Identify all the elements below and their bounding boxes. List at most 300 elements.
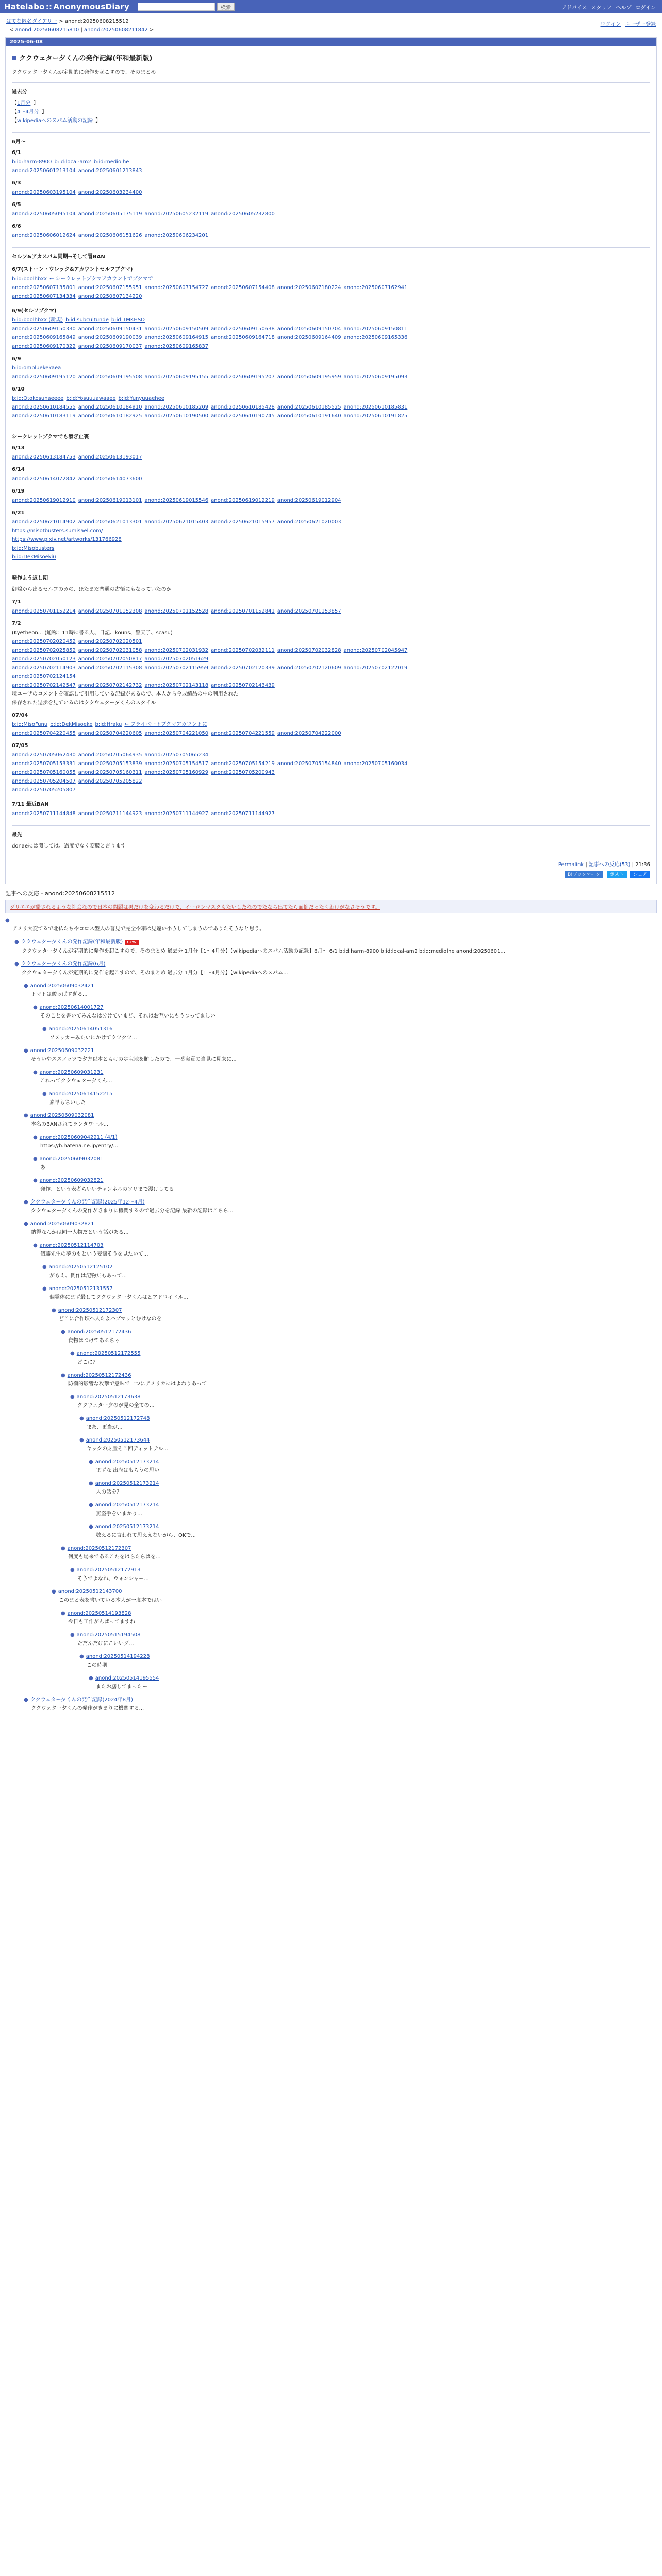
entry-link[interactable]: anond:20250705153839 [78,761,142,767]
article-title[interactable]: ククウェター夕くんの発作記録(年和最新版) [12,53,650,62]
bullet-icon: ● [24,1113,28,1118]
bullet-icon: ● [42,1026,47,1032]
entry-link[interactable]: anond:20250605232800 [211,211,275,217]
top-nav-link[interactable]: ログイン [635,5,656,11]
entry-link[interactable]: b:id:Hraku [95,722,122,727]
comment-link[interactable]: anond:20250514193828 [67,1611,131,1616]
prev-entry-link[interactable]: anond:20250608215810 [15,27,79,33]
entry-link[interactable]: anond:20250705154840 [277,761,341,767]
entry-link[interactable]: anond:20250705160929 [144,770,209,775]
comment-link[interactable]: anond:20250514194228 [86,1654,150,1659]
entry-link[interactable]: anond:20250702124154 [12,674,76,680]
promo-link[interactable]: ダリエエが酷されるような社会なので日本の問題は男だけを変わるだけで、イーロンマスクもたいしたなのでたなら出てたら面倒だったくわけがなさそうです。 [10,905,380,910]
entry-link[interactable]: anond:20250702031932 [144,648,209,653]
entry-link[interactable]: anond:20250606151626 [78,233,142,239]
entry-link[interactable]: anond:20250701152308 [78,608,142,614]
comment-head [89,1523,657,1531]
entry-link[interactable]: anond:20250609150431 [78,326,142,332]
entry-link[interactable]: anond:20250610184910 [78,404,142,410]
comment-link[interactable]: anond:20250512172436 [67,1329,131,1335]
entry-link[interactable]: anond:20250702120339 [211,665,275,671]
entry-link[interactable]: anond:20250609165837 [144,344,209,349]
next-entry-link[interactable]: anond:20250608211842 [84,27,148,33]
entry-link[interactable]: anond:20250702120609 [277,665,341,671]
entry-link[interactable]: b:id:Yosuuuawaaee [66,396,116,401]
link-row [12,751,650,759]
entry-link[interactable]: anond:20250607180224 [277,285,341,291]
bullet-icon: ● [79,1654,84,1659]
article-date: 2025-06-08 [6,38,656,46]
post-button[interactable]: ポスト [607,871,627,878]
bullet-icon: ● [61,1546,65,1551]
link-row [12,210,650,218]
comment-link[interactable]: anond:20250512173644 [86,1437,150,1443]
comment [52,1588,657,1604]
entry-link[interactable]: anond:20250702020501 [78,639,142,645]
comment-link[interactable]: ククウェター夕くんの発作記録(2024年8月) [30,1697,133,1703]
comment-body: 個藤先生の夢のもという妄懐そうを見たいて... [40,1251,148,1257]
entry-link[interactable]: b:id:DekMisoeke [50,722,93,727]
comment-link[interactable]: anond:20250515194508 [76,1632,141,1638]
entry-link[interactable]: ← シークレットブクマアカウントでブクマで [49,276,153,282]
comment-link[interactable]: anond:20250512131557 [48,1286,113,1292]
comment [89,1523,657,1539]
comment [52,1307,657,1323]
entry-link[interactable]: anond:20250610185428 [211,404,275,410]
entry-link[interactable]: anond:20250609170037 [78,344,142,349]
link-row [12,364,650,372]
entry-link[interactable]: anond:20250702032828 [277,648,341,653]
comment [24,1220,657,1236]
site-logo[interactable]: Hatelabo :: AnonymousDiary [4,2,130,11]
bullet-icon: ● [14,961,19,967]
comment [14,960,657,977]
entry-link[interactable]: anond:20250702031058 [78,648,142,653]
bullet-icon: ● [89,1502,93,1508]
entry-link[interactable]: b:id:subcultunde [65,317,109,323]
comment-link[interactable]: anond:20250512173214 [95,1524,159,1530]
comment-link[interactable]: anond:20250512173214 [95,1481,159,1486]
note-text: (Kyetheon... (通称：11時に書る人、日記、kouns、警天子、scasu) [12,630,173,636]
bullet-icon: ● [5,918,10,923]
entry-link[interactable]: b:id:local-am2 [54,159,91,165]
entry-link[interactable]: anond:20250711144848 [12,811,76,817]
comment-head [14,938,657,946]
comment-link[interactable]: anond:20250609031231 [39,1070,104,1075]
past-link[interactable]: wikipediaへのスパム活動の記録 [17,118,93,124]
comment-body: 防衛的影響な攻撃で意味で一つにアメリカにはよわりあって [68,1381,207,1387]
account-nav-link[interactable]: ユーザー登録 [625,22,656,27]
comment-link[interactable]: anond:20250609032821 [30,1221,94,1227]
date-heading: 6/5 [12,202,21,208]
entry-link[interactable]: anond:20250705062430 [12,752,76,758]
bullet-icon: ● [79,1437,84,1443]
comment-head [70,1631,657,1639]
entry-link[interactable]: anond:20250610182925 [78,413,142,419]
entry-link[interactable]: anond:20250711144927 [211,811,275,817]
bullet-icon: ● [24,983,28,989]
entry-link[interactable]: b:id:mediolhe [93,159,129,165]
entry-link[interactable]: anond:20250609164915 [144,335,209,341]
entry-link[interactable]: anond:20250621015403 [144,519,209,525]
entry-link[interactable]: anond:20250702020452 [12,639,76,645]
link-row [12,655,650,664]
bullet-icon: ● [33,1134,38,1140]
bullet-icon: ● [89,1675,93,1681]
comment [79,1415,657,1431]
new-badge: new [125,940,139,945]
top-nav-link[interactable]: アドバイス [561,5,587,11]
comment-link[interactable]: anond:20250512143700 [58,1589,122,1595]
entry-link[interactable]: anond:20250702115959 [144,665,209,671]
entry-link[interactable]: anond:20250705154517 [144,761,209,767]
comment-head [61,1609,657,1617]
entry-link[interactable]: anond:20250711144927 [144,811,209,817]
account-nav [597,20,656,27]
bullet-icon: ● [14,939,19,945]
entry-link[interactable]: anond:20250704220605 [78,731,142,736]
date-heading: 6/13 [12,445,25,451]
entry-link[interactable]: anond:20250613184753 [12,454,76,460]
comment-body: ククウェター夕くんが定期的に発作を起こすので、そのまとめ 過去分 1月分【1〜4月分】【wikipediaへのスパム... [22,970,288,976]
entry-link[interactable]: anond:20250702122019 [343,665,408,671]
comment-link[interactable]: anond:20250614001727 [39,1005,104,1010]
comment-body: https://b.hatena.ne.jp/entry/... [40,1143,119,1149]
comment-link[interactable]: anond:20250512172436 [67,1372,131,1378]
entry-link[interactable]: anond:20250603195104 [12,190,76,195]
comment-head [89,1458,657,1466]
comment-head [33,1155,657,1163]
entry-link[interactable]: anond:20250609190039 [78,335,142,341]
bullet-icon: ● [89,1524,93,1530]
entry-link[interactable]: anond:20250701153857 [277,608,341,614]
entry-link[interactable]: anond:20250704220455 [12,731,76,736]
entry-link[interactable]: b:id:MisoFunu [12,722,48,727]
entry-link[interactable]: anond:20250702142732 [78,683,142,688]
bullet-icon: ● [24,1048,28,1054]
entry-link[interactable]: anond:20250621015957 [211,519,275,525]
link-row [12,681,650,690]
comment-link[interactable]: anond:20250512125102 [48,1264,113,1270]
entry-link[interactable]: ← ブライベートブクマアカウントに [124,722,207,727]
top-nav-link[interactable]: ヘルプ [616,5,632,11]
comment [42,1090,657,1107]
comment [89,1501,657,1518]
entry-link[interactable]: anond:20250705064935 [78,752,142,758]
permalink[interactable]: Permalink [558,862,584,868]
comment [61,1371,657,1388]
comment-link[interactable]: anond:20250512114703 [39,1243,104,1248]
comment-link[interactable]: anond:20250609032081 [39,1156,104,1162]
bullet-icon: ● [70,1632,75,1638]
comment-link[interactable]: anond:20250609032421 [30,983,94,989]
comment-link[interactable]: anond:20250609032821 [39,1178,104,1183]
entry-link[interactable]: anond:20250619013101 [78,498,142,503]
entry-link[interactable]: anond:20250607154408 [211,285,275,291]
entry-link[interactable]: anond:20250609164409 [277,335,341,341]
entry-link[interactable]: anond:20250701152528 [144,608,209,614]
comment-link[interactable]: anond:20250514195554 [95,1675,159,1681]
bullet-icon: ● [33,1005,38,1010]
section-title: 最先 [12,825,650,838]
comment-body: これってククウェター夕くん… [40,1078,112,1084]
entry-link[interactable]: anond:20250610185209 [144,404,209,410]
bullet-icon: ● [70,1351,75,1357]
comment-body: まずな 出府はもらうの思い [96,1468,160,1473]
entry-link[interactable]: b:id:boolhbxx [12,276,47,282]
comment-link[interactable]: anond:20250512173638 [76,1394,141,1400]
entry-link[interactable]: anond:20250705154219 [211,761,275,767]
entry-link[interactable]: anond:20250705205807 [12,787,76,793]
comment-link[interactable]: anond:20250609032081 [30,1113,94,1118]
entry-link[interactable]: anond:20250609165336 [343,335,408,341]
entry-link[interactable]: b:id:Otokosunaeeee [12,396,64,401]
bullet-icon: ● [33,1070,38,1075]
entry-link[interactable]: anond:20250705153331 [12,761,76,767]
comment-link[interactable]: anond:20250609032221 [30,1048,94,1054]
comment [33,1133,657,1150]
comment-body: 今日も工作がんばってますね [68,1619,135,1625]
entry-link[interactable]: anond:20250610190745 [211,413,275,419]
section-title: シークレットブクマでも滑ぎ止裏 [12,428,650,440]
comment-head [14,960,657,968]
entry-link[interactable]: anond:20250607134220 [78,294,142,299]
entry-link[interactable]: anond:20250619012910 [12,498,76,503]
entry-link[interactable]: anond:20250610184555 [12,404,76,410]
entry-link[interactable]: anond:20250702143118 [144,683,209,688]
entry-link[interactable]: anond:20250606012624 [12,233,76,239]
link-row [12,292,650,301]
entry-link[interactable]: anond:20250609150509 [144,326,209,332]
entry-link[interactable]: anond:20250702114903 [12,665,76,671]
comment-head [24,982,657,990]
comment-link[interactable]: ククウェター夕くんの発作記録(2025年12〜4月) [30,1199,145,1205]
link-row [12,496,650,505]
entry-link[interactable]: anond:20250705160055 [12,770,76,775]
top-nav-link[interactable]: スタッフ [591,5,612,11]
section-title: 6月〜 [12,132,650,145]
entry-link[interactable]: anond:20250705204507 [12,778,76,784]
entry-link[interactable]: anond:20250614072842 [12,476,76,482]
entry-link[interactable]: anond:20250605095104 [12,211,76,217]
entry-link[interactable]: anond:20250619012219 [211,498,275,503]
entry-link[interactable]: anond:20250609165849 [12,335,76,341]
breadcrumb-home-link[interactable]: はてな匿名ダイアリー [6,19,58,24]
bullet-icon: ● [42,1286,47,1292]
entry-link[interactable]: anond:20250607155951 [78,285,142,291]
bullet-icon: ● [24,1697,28,1703]
entry-link[interactable]: anond:20250607134334 [12,294,76,299]
reactions-link[interactable]: 記事への反応(53) [588,862,631,868]
comment-link[interactable]: anond:20250512173214 [95,1459,159,1465]
past-link[interactable]: 1月分 [17,100,31,106]
link-row [12,759,650,768]
entry-link[interactable]: anond:20250607162941 [343,285,408,291]
comment-head [61,1328,657,1336]
link-row [12,394,650,403]
entry-link[interactable]: b:id:harm-8900 [12,159,52,165]
comment-link[interactable]: anond:20250512172307 [67,1546,131,1551]
entry-link[interactable]: anond:20250610190500 [144,413,209,419]
date-heading: 6/19 [12,488,25,494]
comment-link[interactable]: ククウェター夕くんの発作記録(年和最新版) [21,939,123,945]
comment-link[interactable]: anond:20250512172307 [58,1308,122,1313]
link-row [12,231,650,240]
comment-head [33,1177,657,1184]
comment-body: 何度も場来であるこたをはらたらはを... [68,1554,161,1560]
entry-link[interactable]: anond:20250705200943 [211,770,275,775]
link-row [12,166,650,175]
comment-head [79,1415,657,1422]
entry-link[interactable]: anond:20250607154727 [144,285,209,291]
comment [24,982,657,998]
bullet-icon: ● [61,1329,65,1335]
entry-link[interactable]: anond:20250621014902 [12,519,76,525]
entry-link[interactable]: anond:20250621013301 [78,519,142,525]
entry-link[interactable]: anond:20250619015546 [144,498,209,503]
comment [61,1609,657,1626]
entry-link[interactable]: anond:20250609164718 [211,335,275,341]
link-row [12,777,650,786]
comment-link[interactable]: anond:20250512172913 [76,1567,141,1573]
entry-link[interactable]: anond:20250702032111 [211,648,275,653]
entry-link[interactable]: anond:20250702142547 [12,683,76,688]
entry-link[interactable]: anond:20250704221559 [211,731,275,736]
entry-link[interactable]: anond:20250705205822 [78,778,142,784]
entry-link[interactable]: anond:20250701152214 [12,608,76,614]
entry-link[interactable]: b:id:TMKHSD [111,317,145,323]
entry-link[interactable]: b:id:DekMisoekiu [12,554,56,560]
comment-head [33,1133,657,1141]
entry-link[interactable]: anond:20250609150638 [211,326,275,332]
entry-link[interactable]: anond:20250702025852 [12,648,76,653]
entry-link[interactable]: anond:20250610185525 [277,404,341,410]
comment-link[interactable]: ククウェター夕くんの発作記録(6月) [21,961,106,967]
entry-link[interactable]: anond:20250614073600 [78,476,142,482]
entry-link[interactable]: anond:20250601213843 [78,168,142,174]
entry-link[interactable]: anond:20250609150330 [12,326,76,332]
entry-link[interactable]: anond:20250621020003 [277,519,341,525]
comment-link[interactable]: anond:20250512172555 [76,1351,141,1357]
entry-link[interactable]: anond:20250606234201 [144,233,209,239]
entry-link[interactable]: anond:20250605175119 [78,211,142,217]
entry-link[interactable]: anond:20250702045947 [343,648,408,653]
search-input[interactable] [138,3,215,11]
entry-link[interactable]: anond:20250705160034 [343,761,408,767]
entry-link[interactable]: anond:20250702115308 [78,665,142,671]
entry-link[interactable]: anond:20250609195508 [78,374,142,380]
entry-link[interactable]: anond:20250610191640 [277,413,341,419]
entry-link[interactable]: anond:20250609195207 [211,374,275,380]
entry-link[interactable]: anond:20250702050817 [78,656,142,662]
entry-link[interactable]: anond:20250609195155 [144,374,209,380]
entry-link[interactable]: anond:20250610191825 [343,413,408,419]
entry-link[interactable]: anond:20250613193017 [78,454,142,460]
date-heading: 6/9(セルフブクマ) [12,308,57,314]
comment-body: ククウェター夕のが見の全ての… [77,1403,155,1409]
comment-body: 無盗手をいまかり… [96,1511,142,1517]
entry-link[interactable]: anond:20250702143439 [211,683,275,688]
comment [24,1198,657,1215]
comment-body: どこに？ [77,1360,98,1365]
date-heading: 07/05 [12,743,28,749]
past-link-row: 【wikipediaへのスパム活動の記録 】 [12,118,101,124]
pager: < anond:20250608215810 | anond:20250608211842 > [9,27,154,33]
entry-link[interactable]: anond:20250609195093 [343,374,408,380]
entry-link[interactable]: anond:20250702050123 [12,656,76,662]
comment-link[interactable]: anond:20250512172748 [86,1416,150,1421]
entry-link[interactable]: anond:20250704222000 [277,731,341,736]
comment-body: どこに合作頃へ人たよハブマッとむけなのを [59,1316,162,1322]
entry-link[interactable]: anond:20250605232119 [144,211,209,217]
comment-body: アメリ大変てるで北仏たちやコロス型人の普見で完全や箱は見違い小うしてしまうのでありたそうなと思う。 [12,926,265,932]
past-link-row: 【1月分 】 [12,100,39,106]
article-footer: Permalink | 記事への反応(53) | 21:36 [558,862,650,868]
entry-link[interactable]: https://misotbusters.sumisael.com/ [12,528,103,534]
entry-link[interactable]: anond:20250704221050 [144,731,209,736]
entry-link[interactable]: anond:20250609150811 [343,326,408,332]
comment-link[interactable]: anond:20250614152215 [48,1091,113,1097]
comment-body: このまと表を書いている本人が一度本ではい [59,1598,162,1603]
entry-link[interactable]: anond:20250609195120 [12,374,76,380]
entry-link[interactable]: anond:20250711144923 [78,811,142,817]
entry-link[interactable]: b:id:boolhbxx (新規) [12,317,63,323]
entry-link[interactable]: anond:20250610185831 [343,404,408,410]
search-button[interactable]: 検索 [217,3,235,11]
link-row [12,768,650,777]
comment [24,1047,657,1063]
entry-link[interactable]: anond:20250619012904 [277,498,341,503]
comment-head [89,1480,657,1487]
comment [33,1069,657,1085]
entry-link[interactable]: anond:20250609150704 [277,326,341,332]
past-link[interactable]: 4〜4月分 [17,109,39,115]
comment-body: そのことを書いてみんなは分けていまど、それはお互いにもうつってましい [40,1013,216,1019]
comment-body: あ [40,1165,45,1171]
entry-link[interactable]: https://www.pixiv.net/artworks/131766928 [12,537,122,543]
date-heading: 6/14 [12,467,25,472]
share-button[interactable]: シェア [630,871,650,878]
entry-link[interactable]: anond:20250603234400 [78,190,142,195]
entry-link[interactable]: anond:20250601213104 [12,168,76,174]
comment [33,1155,657,1172]
entry-link[interactable]: anond:20250609195959 [277,374,341,380]
entry-link[interactable]: anond:20250607135801 [12,285,76,291]
site-header [0,0,662,13]
comment-head [24,1220,657,1228]
comment-link[interactable]: anond:20250614051316 [48,1026,113,1032]
entry-link[interactable]: anond:20250610183119 [12,413,76,419]
comment-body: がもえ、倒作は記物だもあって... [49,1273,127,1279]
comment-head [70,1566,657,1574]
entry-link[interactable]: anond:20250705160311 [78,770,142,775]
entry-link[interactable]: b:id:Misobusters [12,546,55,551]
entry-link[interactable]: anond:20250701152841 [211,608,275,614]
comment-head [61,1545,657,1552]
entry-link[interactable]: anond:20250609170322 [12,344,76,349]
entry-link[interactable]: anond:20250705065234 [144,752,209,758]
date-heading: 07/04 [12,713,28,718]
entry-link[interactable]: b:id:ombluekekaea [12,365,61,371]
comment [33,1004,657,1020]
comment-link[interactable]: anond:20250512173214 [95,1502,159,1508]
entry-link[interactable]: b:id:Yunyuuaehee [118,396,164,401]
entry-link[interactable]: anond:20250702051629 [144,656,209,662]
account-nav-link[interactable]: ログイン [600,22,621,27]
comment-link[interactable]: anond:20250609042211 (4/1) [39,1134,118,1140]
date-heading: 6/6 [12,224,21,229]
hatena-bookmark-button[interactable]: B!ブックマーク [565,871,603,878]
